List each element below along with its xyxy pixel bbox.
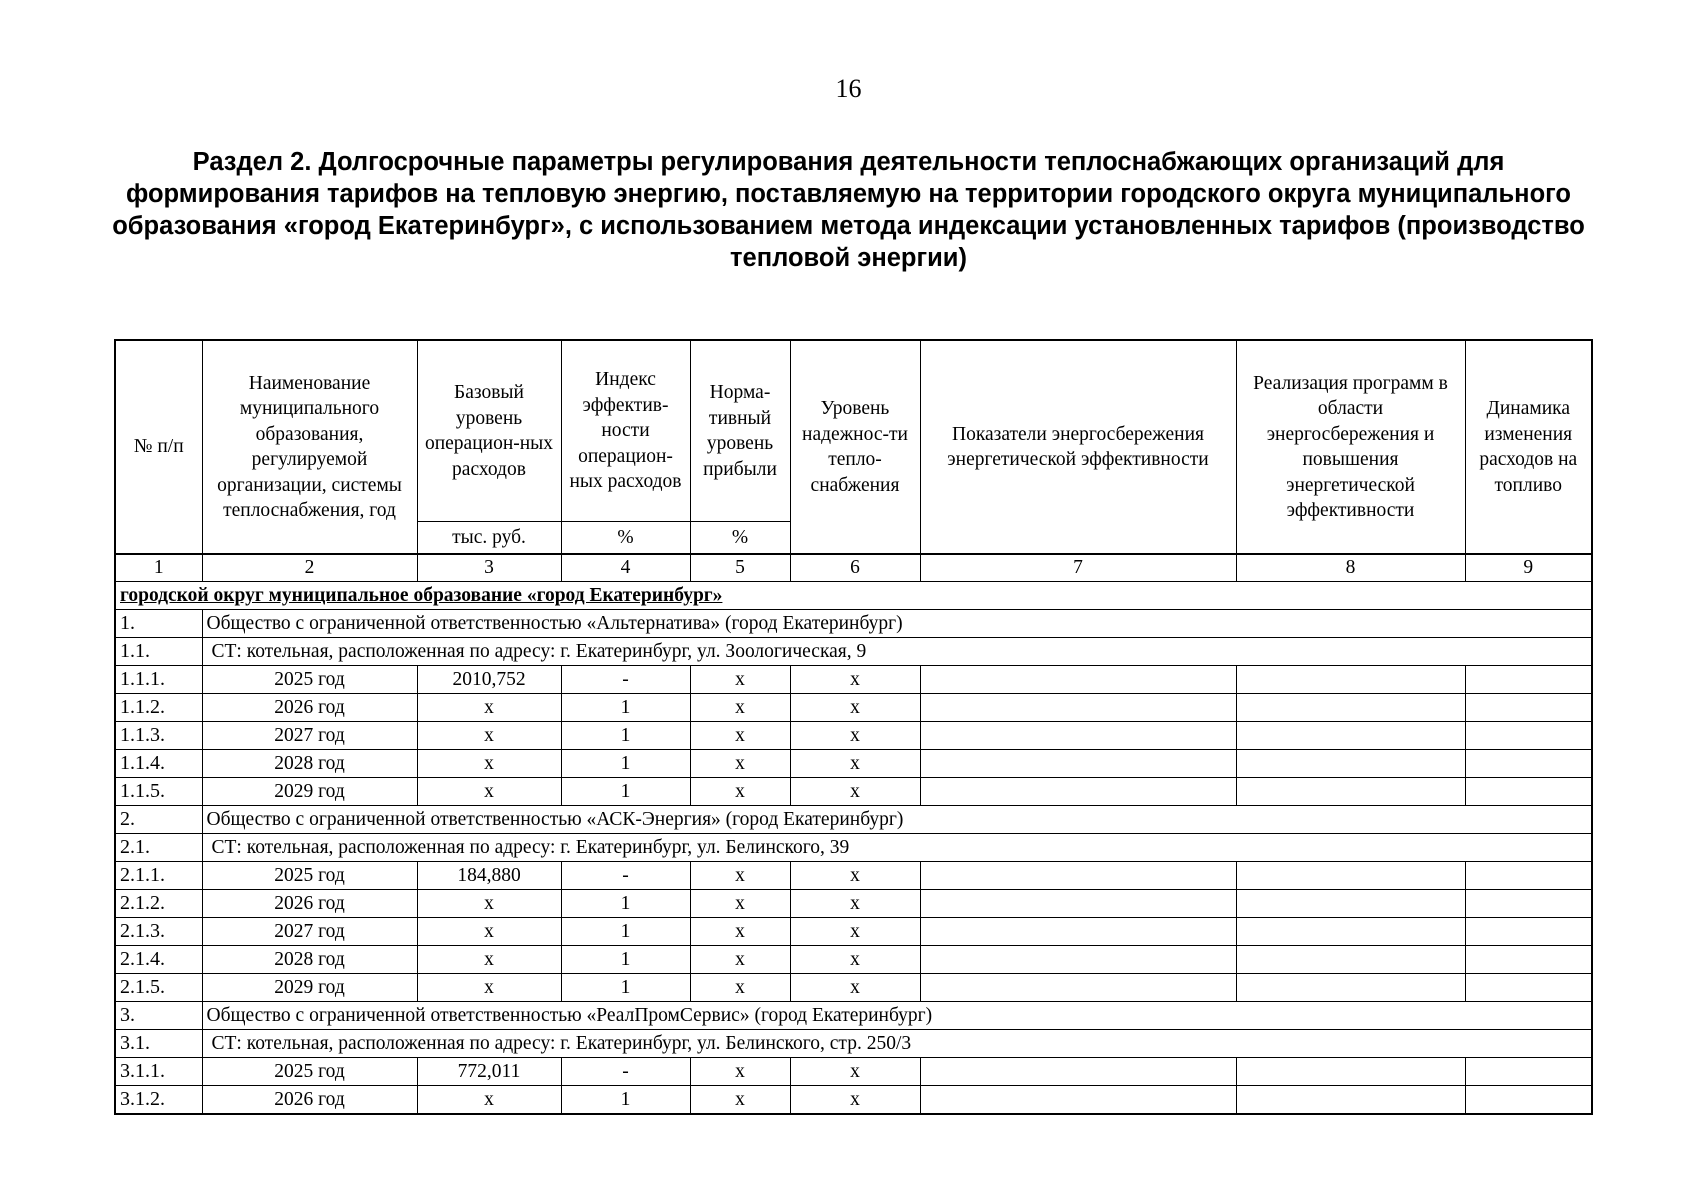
row-year: 2029 год: [202, 778, 417, 806]
energy-saving-indicators: [920, 694, 1236, 722]
energy-saving-indicators: [920, 1086, 1236, 1115]
header-col-6: Уровень надежнос-ти тепло-снабжения: [790, 340, 920, 554]
efficiency-index: 1: [561, 974, 690, 1002]
system-number: 1.1.: [115, 638, 202, 666]
row-number: 2.1.1.: [115, 862, 202, 890]
organization-number: 2.: [115, 806, 202, 834]
row-year: 2028 год: [202, 946, 417, 974]
year-row: [115, 778, 1592, 806]
system-name: СТ: котельная, расположенная по адресу: г. Екатеринбург, ул. Белинского, стр. 250/3: [202, 1030, 1592, 1058]
normative-profit: х: [690, 890, 790, 918]
efficiency-index: 1: [561, 694, 690, 722]
column-number: 6: [790, 554, 920, 582]
energy-saving-programs: [1236, 722, 1465, 750]
organization-name: Общество с ограниченной ответственностью «АСК-Энергия» (город Екатеринбург): [202, 806, 1592, 834]
header-col-1: № п/п: [115, 340, 202, 554]
normative-profit: х: [690, 974, 790, 1002]
header-col-4: Индекс эффектив-ности операцион-ных расходов: [561, 340, 690, 522]
reliability-level: х: [790, 1058, 920, 1086]
normative-profit: х: [690, 1058, 790, 1086]
energy-saving-indicators: [920, 918, 1236, 946]
efficiency-index: 1: [561, 1086, 690, 1115]
energy-saving-programs: [1236, 974, 1465, 1002]
efficiency-index: 1: [561, 918, 690, 946]
normative-profit: х: [690, 750, 790, 778]
header-col-8: Реализация программ в области энергосбережения и повышения энергетической эффективности: [1236, 340, 1465, 554]
header-col-3: Базовый уровень операцион-ных расходов: [417, 340, 561, 522]
document-title: Раздел 2. Долгосрочные параметры регулирования деятельности теплоснабжающих организаций для формирования тарифов на тепловую энергию, поставляемую на территории городского округа муниципального образования «город Екатеринбург», с использованием метода индексации установленных тарифов (производство тепловой энергии): [112, 148, 1585, 272]
year-row: [115, 918, 1592, 946]
organization-row: [115, 1002, 1592, 1030]
unit-col-4: %: [561, 522, 690, 555]
page-number: 16: [835, 74, 862, 103]
energy-saving-indicators: [920, 974, 1236, 1002]
row-number: 1.1.3.: [115, 722, 202, 750]
base-operating-costs: х: [417, 974, 561, 1002]
column-number: 3: [417, 554, 561, 582]
energy-saving-programs: [1236, 1058, 1465, 1086]
column-number: 2: [202, 554, 417, 582]
year-row: [115, 1058, 1592, 1086]
column-number: 4: [561, 554, 690, 582]
row-year: 2029 год: [202, 974, 417, 1002]
reliability-level: х: [790, 666, 920, 694]
system-number: 2.1.: [115, 834, 202, 862]
year-row: [115, 946, 1592, 974]
reliability-level: х: [790, 890, 920, 918]
row-year: 2028 год: [202, 750, 417, 778]
base-operating-costs: х: [417, 946, 561, 974]
energy-saving-programs: [1236, 694, 1465, 722]
row-number: 3.1.1.: [115, 1058, 202, 1086]
energy-saving-programs: [1236, 946, 1465, 974]
energy-saving-programs: [1236, 862, 1465, 890]
normative-profit: х: [690, 862, 790, 890]
base-operating-costs: х: [417, 722, 561, 750]
energy-saving-indicators: [920, 722, 1236, 750]
reliability-level: х: [790, 946, 920, 974]
system-name: СТ: котельная, расположенная по адресу: г. Екатеринбург, ул. Зоологическая, 9: [202, 638, 1592, 666]
system-row: [115, 834, 1592, 862]
reliability-level: х: [790, 862, 920, 890]
year-row: [115, 694, 1592, 722]
row-number: 1.1.5.: [115, 778, 202, 806]
reliability-level: х: [790, 722, 920, 750]
system-name: СТ: котельная, расположенная по адресу: г. Екатеринбург, ул. Белинского, 39: [202, 834, 1592, 862]
energy-saving-programs: [1236, 918, 1465, 946]
column-number: 5: [690, 554, 790, 582]
tariff-parameters-table-wrapper: [114, 339, 1591, 1115]
organization-row: [115, 806, 1592, 834]
column-number: 7: [920, 554, 1236, 582]
column-number: 1: [115, 554, 202, 582]
normative-profit: х: [690, 946, 790, 974]
reliability-level: х: [790, 778, 920, 806]
system-row: [115, 1030, 1592, 1058]
energy-saving-programs: [1236, 778, 1465, 806]
efficiency-index: -: [561, 1058, 690, 1086]
fuel-cost-dynamics: [1465, 722, 1592, 750]
base-operating-costs: 184,880: [417, 862, 561, 890]
system-row: [115, 638, 1592, 666]
base-operating-costs: 2010,752: [417, 666, 561, 694]
efficiency-index: 1: [561, 946, 690, 974]
fuel-cost-dynamics: [1465, 750, 1592, 778]
year-row: [115, 862, 1592, 890]
year-row: [115, 722, 1592, 750]
base-operating-costs: х: [417, 1086, 561, 1115]
header-col-2: Наименование муниципального образования, регулируемой организации, системы теплоснабжения, год: [202, 340, 417, 554]
base-operating-costs: х: [417, 778, 561, 806]
energy-saving-indicators: [920, 1058, 1236, 1086]
energy-saving-indicators: [920, 862, 1236, 890]
column-number: 8: [1236, 554, 1465, 582]
organization-name: Общество с ограниченной ответственностью «РеалПромСервис» (город Екатеринбург): [202, 1002, 1592, 1030]
fuel-cost-dynamics: [1465, 666, 1592, 694]
reliability-level: х: [790, 694, 920, 722]
row-number: 2.1.3.: [115, 918, 202, 946]
base-operating-costs: х: [417, 918, 561, 946]
header-col-7: Показатели энергосбережения энергетической эффективности: [920, 340, 1236, 554]
fuel-cost-dynamics: [1465, 1086, 1592, 1115]
reliability-level: х: [790, 918, 920, 946]
normative-profit: х: [690, 778, 790, 806]
year-row: [115, 1086, 1592, 1115]
row-year: 2026 год: [202, 890, 417, 918]
row-number: 1.1.4.: [115, 750, 202, 778]
fuel-cost-dynamics: [1465, 946, 1592, 974]
unit-col-3: тыс. руб.: [417, 522, 561, 555]
base-operating-costs: 772,011: [417, 1058, 561, 1086]
column-numbers-row: [115, 554, 1592, 582]
fuel-cost-dynamics: [1465, 862, 1592, 890]
tariff-parameters-table: [114, 339, 1593, 1115]
organization-number: 3.: [115, 1002, 202, 1030]
energy-saving-programs: [1236, 1086, 1465, 1115]
year-row: [115, 666, 1592, 694]
fuel-cost-dynamics: [1465, 1058, 1592, 1086]
row-year: 2026 год: [202, 1086, 417, 1115]
fuel-cost-dynamics: [1465, 918, 1592, 946]
table-body: [115, 582, 1592, 1115]
header-col-5: Норма-тивный уровень прибыли: [690, 340, 790, 522]
header-col-9: Динамика изменения расходов на топливо: [1465, 340, 1592, 554]
fuel-cost-dynamics: [1465, 694, 1592, 722]
row-number: 1.1.1.: [115, 666, 202, 694]
efficiency-index: 1: [561, 778, 690, 806]
energy-saving-indicators: [920, 666, 1236, 694]
normative-profit: х: [690, 666, 790, 694]
normative-profit: х: [690, 1086, 790, 1115]
energy-saving-programs: [1236, 666, 1465, 694]
normative-profit: х: [690, 722, 790, 750]
year-row: [115, 750, 1592, 778]
section-row: [115, 582, 1592, 610]
energy-saving-indicators: [920, 890, 1236, 918]
row-number: 3.1.2.: [115, 1086, 202, 1115]
organization-number: 1.: [115, 610, 202, 638]
organization-name: Общество с ограниченной ответственностью «Альтернатива» (город Екатеринбург): [202, 610, 1592, 638]
row-number: 2.1.4.: [115, 946, 202, 974]
organization-row: [115, 610, 1592, 638]
efficiency-index: -: [561, 862, 690, 890]
reliability-level: х: [790, 1086, 920, 1115]
efficiency-index: -: [561, 666, 690, 694]
section-title: городской округ муниципальное образование «город Екатеринбург»: [115, 582, 1592, 610]
efficiency-index: 1: [561, 890, 690, 918]
energy-saving-indicators: [920, 750, 1236, 778]
base-operating-costs: х: [417, 890, 561, 918]
column-number: 9: [1465, 554, 1592, 582]
row-number: 1.1.2.: [115, 694, 202, 722]
normative-profit: х: [690, 694, 790, 722]
row-year: 2025 год: [202, 666, 417, 694]
system-number: 3.1.: [115, 1030, 202, 1058]
year-row: [115, 890, 1592, 918]
fuel-cost-dynamics: [1465, 778, 1592, 806]
fuel-cost-dynamics: [1465, 890, 1592, 918]
row-year: 2025 год: [202, 1058, 417, 1086]
row-year: 2027 год: [202, 722, 417, 750]
row-year: 2027 год: [202, 918, 417, 946]
row-year: 2025 год: [202, 862, 417, 890]
reliability-level: х: [790, 974, 920, 1002]
header-row: [115, 340, 1592, 522]
normative-profit: х: [690, 918, 790, 946]
energy-saving-indicators: [920, 778, 1236, 806]
efficiency-index: 1: [561, 750, 690, 778]
year-row: [115, 974, 1592, 1002]
base-operating-costs: х: [417, 750, 561, 778]
efficiency-index: 1: [561, 722, 690, 750]
row-number: 2.1.5.: [115, 974, 202, 1002]
unit-col-5: %: [690, 522, 790, 555]
row-number: 2.1.2.: [115, 890, 202, 918]
row-year: 2026 год: [202, 694, 417, 722]
energy-saving-programs: [1236, 750, 1465, 778]
reliability-level: х: [790, 750, 920, 778]
fuel-cost-dynamics: [1465, 974, 1592, 1002]
energy-saving-indicators: [920, 946, 1236, 974]
base-operating-costs: х: [417, 694, 561, 722]
energy-saving-programs: [1236, 890, 1465, 918]
